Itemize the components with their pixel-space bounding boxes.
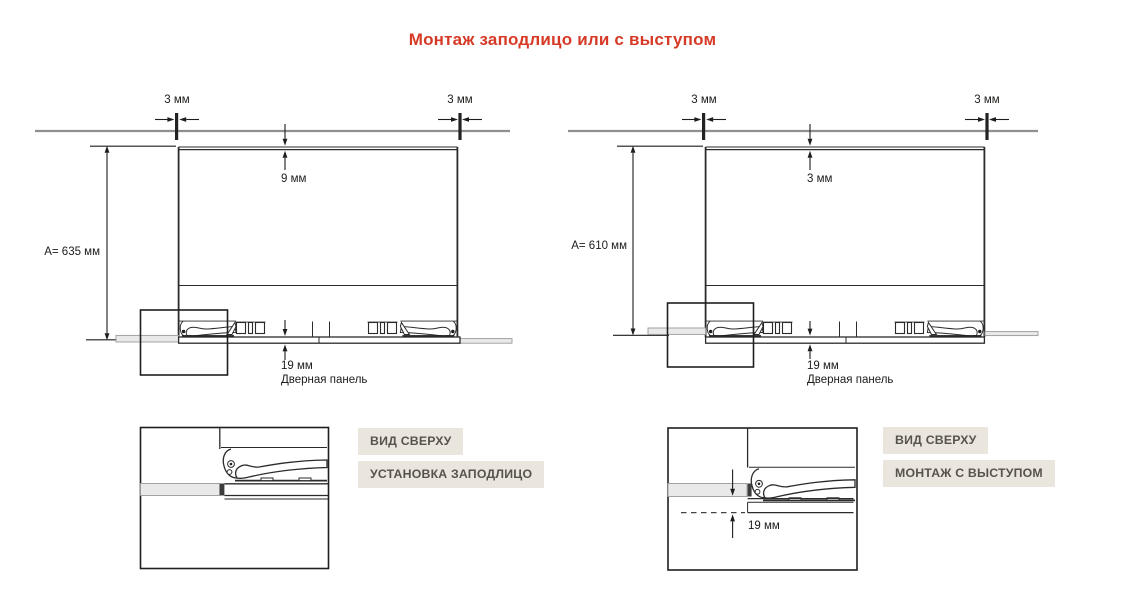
adjacent-panel-left: [648, 328, 706, 334]
flush-height-label: A= 635 мм: [44, 246, 100, 258]
gap-tick-left: [175, 113, 178, 140]
gap-tick-right: [458, 113, 461, 140]
raised-mode-badge: МОНТАЖ С ВЫСТУПОМ: [883, 460, 1055, 487]
flush-top-gap-label: 9 мм: [281, 173, 307, 185]
adjacent-panel: [668, 484, 747, 497]
door-panel-strip: [706, 337, 985, 343]
detail-callout-square: [668, 303, 754, 367]
flush-section-view: [35, 113, 512, 375]
detail-box: [141, 428, 329, 569]
flush-view-badge: ВИД СВЕРХУ: [358, 428, 463, 455]
raised-detail-offset-label: 19 мм: [748, 520, 780, 532]
raised-panel-thickness-label: 19 мм: [807, 360, 839, 372]
page-title: Монтаж заподлицо или с выступом: [408, 30, 717, 49]
raised-section-view: [568, 113, 1038, 367]
gap-tick-left: [702, 113, 705, 140]
flush-top-view: [141, 428, 329, 569]
flush-panel-thickness-label: 19 мм: [281, 360, 313, 372]
flush-gap-left-label: 3 мм: [164, 94, 190, 106]
raised-top-view: [668, 428, 857, 570]
raised-height-label: A= 610 мм: [571, 240, 627, 252]
gap-tick-right: [985, 113, 988, 140]
flush-panel-name-label: Дверная панель: [281, 374, 368, 386]
raised-gap-right-label: 3 мм: [974, 94, 1000, 106]
raised-top-gap-label: 3 мм: [807, 173, 833, 185]
adjacent-panel-right: [460, 339, 512, 344]
flush-gap-right-label: 3 мм: [447, 94, 473, 106]
adjacent-panel-right: [985, 332, 1038, 336]
adjacent-panel: [141, 484, 220, 496]
adjacent-panel-left: [116, 335, 179, 342]
raised-gap-left-label: 3 мм: [691, 94, 717, 106]
raised-view-badge: ВИД СВЕРХУ: [883, 427, 988, 454]
raised-panel-name-label: Дверная панель: [807, 374, 894, 386]
flush-mode-badge: УСТАНОВКА ЗАПОДЛИЦО: [358, 461, 544, 488]
